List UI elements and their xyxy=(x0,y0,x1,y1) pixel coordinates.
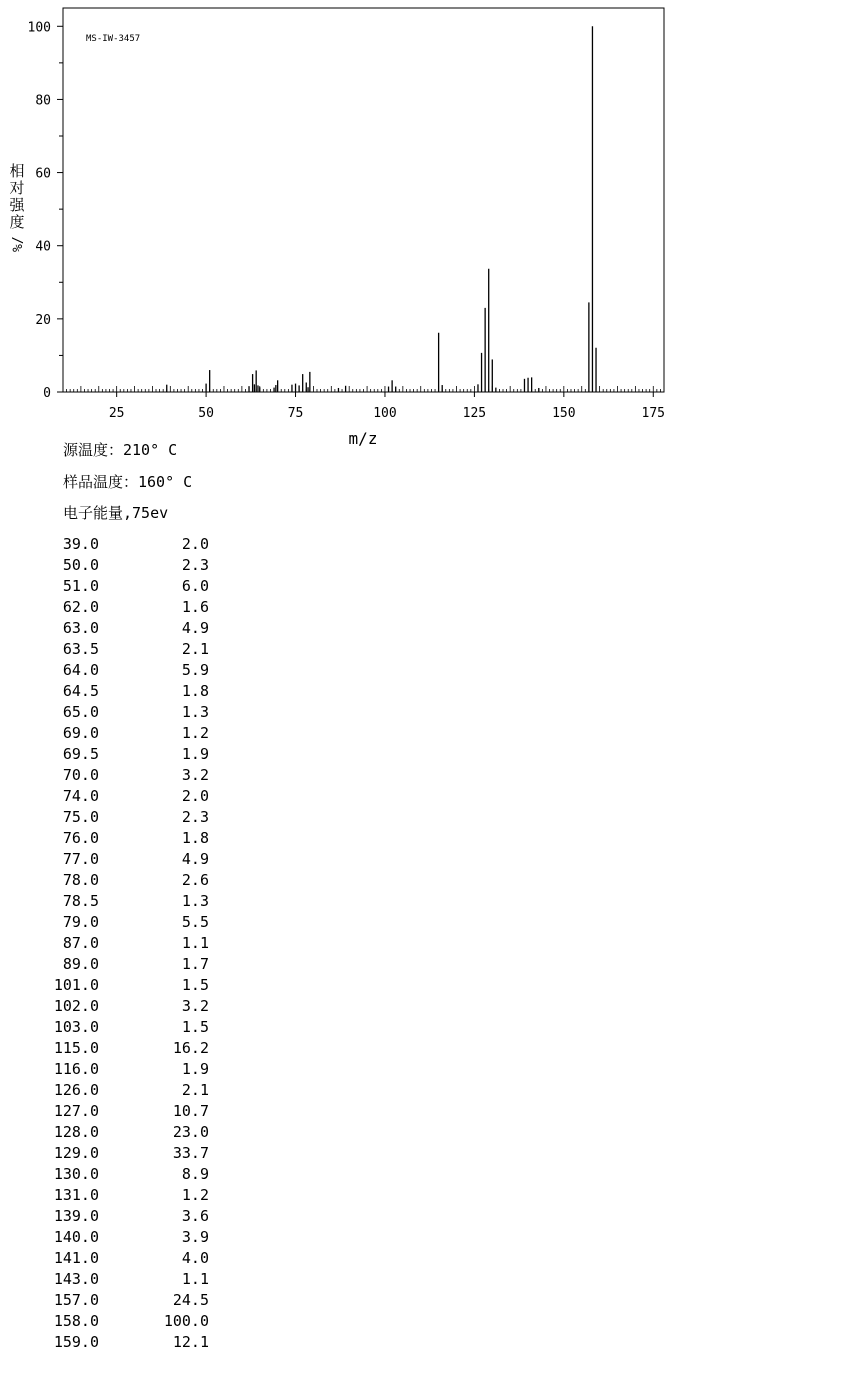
intensity-cell: 1.6 xyxy=(181,598,209,616)
intensity-cell: 3.2 xyxy=(181,766,209,784)
x-axis-ticks xyxy=(109,392,665,421)
peak-bars xyxy=(167,26,596,392)
mz-cell: 76.0 xyxy=(62,829,99,847)
table-row xyxy=(20,1059,209,1080)
table-row xyxy=(20,870,209,891)
table-row xyxy=(20,1101,209,1122)
intensity-cell: 4.9 xyxy=(181,619,209,637)
intensity-cell: 2.1 xyxy=(181,640,209,658)
mz-cell: 128.0 xyxy=(53,1123,99,1141)
intensity-cell: 1.8 xyxy=(181,829,209,847)
x-minor-ticks xyxy=(63,386,664,392)
mz-cell: 101.0 xyxy=(53,976,99,994)
mz-cell: 102.0 xyxy=(53,997,99,1015)
intensity-cell: 1.2 xyxy=(181,724,209,742)
table-row xyxy=(20,681,209,702)
table-row xyxy=(20,1164,209,1185)
table-row xyxy=(20,1290,209,1311)
table-row xyxy=(20,555,209,576)
x-tick-label: 50 xyxy=(198,406,214,421)
y-tick-label: 80 xyxy=(35,93,51,109)
intensity-cell: 24.5 xyxy=(172,1291,209,1309)
intensity-cell: 16.2 xyxy=(172,1039,209,1057)
mz-cell: 131.0 xyxy=(53,1186,99,1204)
intensity-cell: 2.6 xyxy=(181,871,209,889)
mz-cell: 127.0 xyxy=(53,1102,99,1120)
mz-cell: 140.0 xyxy=(53,1228,99,1246)
table-row xyxy=(20,702,209,723)
intensity-cell: 1.5 xyxy=(181,1018,209,1036)
table-row xyxy=(20,576,209,597)
mz-cell: 65.0 xyxy=(62,703,99,721)
intensity-cell: 4.0 xyxy=(181,1249,209,1267)
intensity-cell: 1.3 xyxy=(181,892,209,910)
mz-cell: 139.0 xyxy=(53,1207,99,1225)
plot-frame xyxy=(63,8,664,392)
table-row xyxy=(20,1332,209,1353)
mz-cell: 159.0 xyxy=(53,1333,99,1351)
mz-cell: 75.0 xyxy=(62,808,99,826)
table-row xyxy=(20,1248,209,1269)
table-row xyxy=(20,1122,209,1143)
table-row xyxy=(20,618,209,639)
table-row xyxy=(20,1227,209,1248)
source-temperature: 源温度：210° C xyxy=(63,441,178,459)
mz-cell: 78.0 xyxy=(62,871,99,889)
mz-cell: 141.0 xyxy=(53,1249,99,1267)
intensity-cell: 2.3 xyxy=(181,808,209,826)
intensity-cell: 4.9 xyxy=(181,850,209,868)
intensity-cell: 3.2 xyxy=(181,997,209,1015)
mz-cell: 116.0 xyxy=(53,1060,99,1078)
table-row xyxy=(20,765,209,786)
table-row xyxy=(20,1017,209,1038)
y-axis-unit: %/ xyxy=(11,236,26,252)
table-row xyxy=(20,975,209,996)
intensity-cell: 1.5 xyxy=(181,976,209,994)
mz-cell: 130.0 xyxy=(53,1165,99,1183)
table-row xyxy=(20,912,209,933)
y-tick-label: 20 xyxy=(35,312,51,328)
intensity-cell: 2.0 xyxy=(181,535,209,553)
table-row xyxy=(20,1311,209,1332)
table-row xyxy=(20,597,209,618)
intensity-cell: 1.9 xyxy=(181,1060,209,1078)
mz-cell: 51.0 xyxy=(62,577,99,595)
intensity-cell: 23.0 xyxy=(172,1123,209,1141)
mz-cell: 63.0 xyxy=(62,619,99,637)
mz-cell: 89.0 xyxy=(62,955,99,973)
table-row xyxy=(20,1143,209,1164)
mz-cell: 50.0 xyxy=(62,556,99,574)
x-tick-label: 75 xyxy=(287,406,304,421)
table-row xyxy=(20,723,209,744)
table-row xyxy=(20,954,209,975)
table-row xyxy=(20,996,209,1017)
y-tick-label: 40 xyxy=(35,239,51,255)
table-row xyxy=(20,1269,209,1290)
intensity-cell: 5.9 xyxy=(181,661,209,679)
mz-cell: 63.5 xyxy=(62,640,99,658)
intensity-cell: 1.2 xyxy=(181,1186,209,1204)
mz-cell: 78.5 xyxy=(62,892,99,910)
intensity-cell: 1.1 xyxy=(181,1270,209,1288)
table-row xyxy=(20,933,209,954)
intensity-cell: 1.3 xyxy=(181,703,209,721)
table-row xyxy=(20,534,209,555)
mz-cell: 64.5 xyxy=(62,682,99,700)
mz-cell: 126.0 xyxy=(53,1081,99,1099)
intensity-cell: 6.0 xyxy=(181,577,209,595)
mz-cell: 77.0 xyxy=(62,850,99,868)
sample-temperature: 样品温度：160° C xyxy=(63,473,193,491)
spectrum-id-note: MS-IW-3457 xyxy=(86,34,141,44)
x-tick-label: 150 xyxy=(552,406,576,421)
intensity-cell: 1.8 xyxy=(181,682,209,700)
intensity-cell: 100.0 xyxy=(163,1312,209,1330)
table-row xyxy=(20,849,209,870)
intensity-cell: 2.1 xyxy=(181,1081,209,1099)
intensity-cell: 3.9 xyxy=(181,1228,209,1246)
mz-cell: 64.0 xyxy=(62,661,99,679)
x-tick-label: 125 xyxy=(462,406,487,421)
mz-cell: 62.0 xyxy=(62,598,99,616)
mz-cell: 115.0 xyxy=(53,1039,99,1057)
intensity-cell: 5.5 xyxy=(181,913,209,931)
mz-cell: 129.0 xyxy=(53,1144,99,1162)
intensity-cell: 12.1 xyxy=(172,1333,209,1351)
intensity-cell: 33.7 xyxy=(172,1144,209,1162)
mz-cell: 79.0 xyxy=(62,913,99,931)
y-axis-ticks xyxy=(28,20,63,401)
mz-cell: 74.0 xyxy=(62,787,99,805)
x-tick-label: 175 xyxy=(641,406,666,421)
table-row xyxy=(20,639,209,660)
mz-cell: 87.0 xyxy=(62,934,99,952)
table-row xyxy=(20,1206,209,1227)
peak-table xyxy=(20,534,209,1353)
mz-cell: 103.0 xyxy=(53,1018,99,1036)
intensity-cell: 2.0 xyxy=(181,787,209,805)
mz-cell: 157.0 xyxy=(53,1291,99,1309)
x-axis-label: m/z xyxy=(348,429,378,448)
table-row xyxy=(20,828,209,849)
y-axis-label xyxy=(9,162,26,252)
x-tick-label: 25 xyxy=(108,406,125,421)
y-tick-label: 0 xyxy=(43,386,51,401)
y-axis-label-char-2: 对 xyxy=(9,179,25,197)
y-axis-label-char-1: 相 xyxy=(9,162,25,180)
intensity-cell: 1.9 xyxy=(181,745,209,763)
mz-cell: 143.0 xyxy=(53,1270,99,1288)
table-row xyxy=(20,1038,209,1059)
intensity-cell: 3.6 xyxy=(181,1207,209,1225)
x-tick-label: 100 xyxy=(373,406,397,421)
y-tick-label: 60 xyxy=(35,166,51,182)
table-row xyxy=(20,891,209,912)
table-row xyxy=(20,807,209,828)
mz-cell: 69.5 xyxy=(62,745,99,763)
intensity-cell: 8.9 xyxy=(181,1165,209,1183)
intensity-cell: 1.7 xyxy=(181,955,209,973)
intensity-cell: 1.1 xyxy=(181,934,209,952)
mz-cell: 70.0 xyxy=(62,766,99,784)
table-row xyxy=(20,786,209,807)
mz-cell: 39.0 xyxy=(62,535,99,553)
y-tick-label: 100 xyxy=(27,20,51,36)
minor-ticks xyxy=(63,386,664,392)
table-row xyxy=(20,1185,209,1206)
mz-cell: 158.0 xyxy=(53,1312,99,1330)
table-row xyxy=(20,744,209,765)
mass-spectrum-chart xyxy=(0,0,850,460)
y-axis-label-char-3: 强 xyxy=(9,196,25,214)
mz-cell: 69.0 xyxy=(62,724,99,742)
intensity-cell: 10.7 xyxy=(172,1102,209,1120)
intensity-cell: 2.3 xyxy=(181,556,209,574)
table-row xyxy=(20,660,209,681)
table-row xyxy=(20,1080,209,1101)
y-axis-label-char-4: 度 xyxy=(9,213,25,231)
electron-energy: 电子能量,75ev xyxy=(63,504,169,522)
